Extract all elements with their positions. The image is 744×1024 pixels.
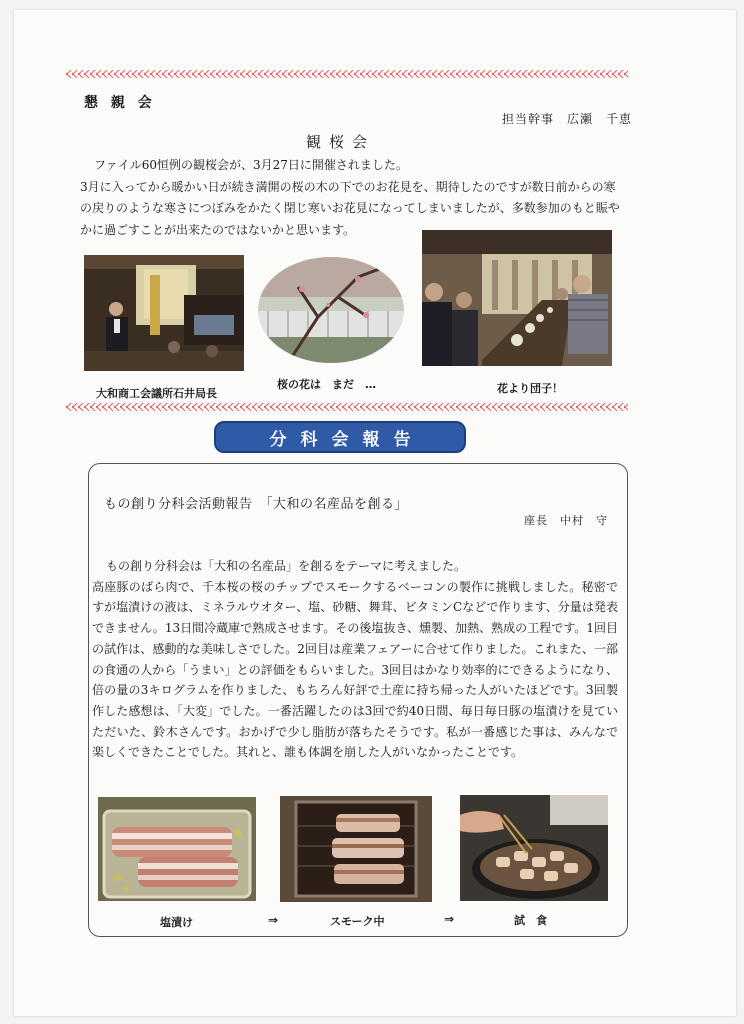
photo-smoking-caption: スモーク中 — [330, 915, 385, 928]
event-paragraph-line: ファイル60恒例の観桜会が、3月27日に開催されました。 — [94, 158, 408, 172]
photo-brining — [98, 797, 256, 901]
photo-smoking — [280, 796, 432, 902]
photo-tasting — [460, 795, 608, 901]
event-paragraph-line: 3月に入ってから暖かい日が続き満開の桜の木の下でのお花見を、期待したのですが数日前からの寒の戻りのような寒さにつぼみをかたく閉じ寒いお花見になってしまいましたが、多数参加のもと賑やかに過ごすことが出来たのではないかと思います。 — [80, 179, 620, 237]
event-title: 観桜会 — [306, 133, 376, 151]
photo-banquet — [422, 230, 612, 366]
manager-credit: 担当幹事 広瀬 千恵 — [501, 112, 632, 126]
arrow-right-icon: ⇒ — [268, 913, 279, 927]
photo-tasting-caption: 試 食 — [514, 914, 547, 927]
photo-blossoms — [258, 257, 404, 363]
photo-blossoms-image — [258, 257, 404, 363]
report-paragraph-line: もの創り分科会は「大和の名産品」を創るをテーマに考えました。 — [106, 559, 467, 573]
section-heading: 懇 親 会 — [84, 95, 156, 111]
report-title: もの創り分科会活動報告 「大和の名産品を創る」 — [104, 497, 409, 512]
photo-speaker — [84, 255, 244, 371]
middle-divider — [66, 403, 628, 411]
report-paragraph-line: 高座豚のばら肉で、千本桜の桜のチップでスモークするベーコンの製作に挑戦しました。秘密ですが塩漬けの液は、ミネラルウオター、塩、砂糖、舞茸、ビタミンCなどで作ります、分量は発表できません。13日間冷蔵庫で熟成させます。その後塩抜き、燻製、加熱、熟成の工程です。1回目の試作は、感動的な美味しさでした。2回目は産業フェアーに合せて作りました。これまた、一部の食通の人から「うまい」との評価をもらいました。3回目はかなり効率的にできるようになり、倍の量の3キログラムを作りました、もちろん好評で土産に持ち帰った人がいたほどです。3回製作した感想は、「大変」でした。一番活躍したのは3回で約40日間、毎日毎日豚の塩漬けを見ていただいた、鈴木さんです。おかげで少し脂肪が落ちたそうです。私が一番感じた事は、みんなで楽しくできたことでした。其れと、誰も体調を崩した人がいなかったことです。 — [92, 579, 618, 760]
photo-blossoms-caption: 桜の花は まだ … — [277, 378, 376, 391]
report-paragraph — [92, 556, 618, 763]
photo-brining-caption: 塩漬け — [160, 916, 193, 929]
section-banner: 分科会報告 — [214, 421, 466, 453]
photo-banquet-image — [422, 230, 612, 366]
chair-credit: 座長 中村 守 — [524, 514, 608, 527]
photo-tasting-image — [460, 795, 608, 901]
photo-banquet-caption: 花より団子！ — [497, 382, 563, 395]
event-paragraph — [80, 155, 620, 241]
top-divider — [66, 70, 628, 78]
photo-speaker-caption: 大和商工会議所石井局長 — [96, 387, 217, 400]
photo-speaker-image — [84, 255, 244, 371]
photo-brining-image — [98, 797, 256, 901]
arrow-right-icon: ⇒ — [444, 912, 455, 926]
photo-smoking-image — [280, 796, 432, 902]
